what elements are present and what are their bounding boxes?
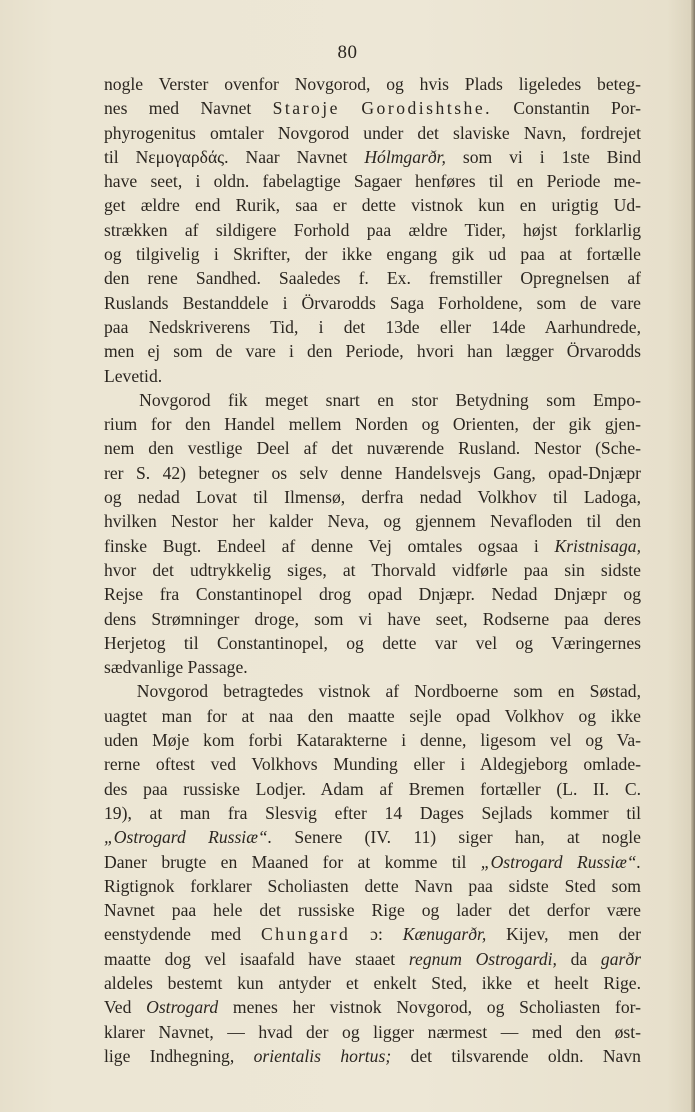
- text-line: get ældre end Rurik, saa er dette vistnok kun en urigtig Ud-: [104, 195, 641, 216]
- text-line: Daner brugte en Maaned for at komme til „Ostrogard Russiæ“.: [104, 851, 641, 872]
- text-line: nes med Navnet Staroje Gorodishtshe. Constantin Por-: [104, 98, 641, 119]
- text-line: til Νεμογαρδάς. Naar Navnet Hólmgarðr, som vi i 1ste Bind: [104, 146, 641, 167]
- text-line: Novgorod betragtedes vistnok af Nordboerne som en Søstad,: [136, 681, 641, 702]
- text-line: Ruslands Bestanddele i Örvarodds Saga Forholdene, som de vare: [104, 292, 641, 313]
- text-line: rium for den Handel mellem Norden og Orienten, der gik gjen-: [104, 414, 641, 435]
- text-line: des paa russiske Lodjer. Adam af Bremen fortæller (L. II. C.: [104, 778, 641, 799]
- text-line: uagtet man for at naa den maatte sejle opad Volkhov og ikke: [104, 705, 641, 726]
- text-line: eenstydende med Chungard ɔ: Kænugarðr, Kijev, men der: [104, 924, 641, 945]
- text-line: rerne oftest ved Volkhovs Munding eller i Aldegjeborg omlade-: [104, 754, 641, 775]
- text-line: Levetid.: [104, 365, 163, 386]
- text-line: paa Nedskriverens Tid, i det 13de eller 14de Aarhundrede,: [104, 316, 641, 337]
- text-line: men ej som de vare i den Periode, hvori han lægger Örvarodds: [104, 341, 641, 362]
- text-line: Herjetog til Constantinopel, og dette var vel og Væringernes: [104, 632, 641, 653]
- page-number: 80: [337, 42, 358, 63]
- text-line: strækken af sildigere Forhold paa ældre Tider, højst forklarlig: [104, 219, 641, 240]
- text-line: rer S. 42) betegner os selv denne Handelsvejs Gang, opad-Dnjæpr: [104, 462, 641, 483]
- text-line: maatte dog vel isaafald have staaet regnum Ostrogardi, da garðr: [104, 948, 641, 969]
- text-line: uden Møje kom forbi Katarakterne i denne, ligesom vel og Va-: [104, 730, 641, 751]
- text-line: Navnet paa hele det russiske Rige og lader det derfor være: [104, 900, 641, 921]
- text-line: den rene Sandhed. Saaledes f. Ex. fremstiller Opregnelsen af: [104, 268, 641, 289]
- text-line: Novgorod fik meget snart en stor Betydning som Empo-: [139, 389, 642, 410]
- text-line: nogle Verster ovenfor Novgorod, og hvis Plads ligeledes beteg-: [104, 74, 641, 94]
- page-edge-shadow: [691, 0, 695, 1112]
- text-line: 19), at man fra Slesvig efter 14 Dages Sejlads kommer til: [104, 802, 641, 823]
- text-line: Rejse fra Constantinopel drog opad Dnjæpr. Nedad Dnjæpr og: [104, 584, 641, 605]
- text-line: „Ostrogard Russiæ“. Senere (IV. 11) siger han, at nogle: [104, 827, 641, 848]
- text-line: Ved Ostrogard menes her vistnok Novgorod, og Scholiasten for-: [104, 997, 642, 1018]
- text-line: hvor det udtrykkelig siges, at Thorvald vidførle paa sin sidste: [104, 559, 641, 580]
- text-line: og nedad Lovat til Ilmensø, derfra nedad Volkhov til Ladoga,: [104, 487, 641, 508]
- spaced-word: Chungard: [260, 924, 351, 945]
- text-line: finske Bugt. Endeel af denne Vej omtales ogsaa i Kristnisaga,: [104, 535, 641, 556]
- text-line: klarer Navnet, — hvad der og ligger nærmest — med den øst-: [104, 1021, 641, 1042]
- text-line: aldeles bestemt kun antyder et enkelt Sted, ikke et heelt Rige.: [104, 972, 641, 993]
- spaced-word: Staroje: [272, 98, 340, 119]
- text-line: sædvanlige Passage.: [104, 657, 248, 678]
- text-line: Rigtignok forklarer Scholiasten dette Navn paa sidste Sted som: [104, 875, 641, 896]
- text-line: lige Indhegning, orientalis hortus; det tilsvarende oldn. Navn: [104, 1045, 641, 1066]
- text-line: phyrogenitus omtaler Novgorod under det slaviske Navn, fordrejet: [104, 122, 641, 143]
- text-line: og tilgivelig i Skrifter, der ikke engang gik ud paa at fortælle: [104, 244, 641, 265]
- text-line: hvilken Nestor her kalder Neva, og gjennem Nevafloden til den: [104, 511, 641, 532]
- body-text: [104, 72, 641, 1068]
- spaced-word: Gorodishtshe.: [361, 98, 493, 119]
- text-line: dens Strømninger droge, som vi have seet, Rodserne paa deres: [104, 608, 641, 629]
- text-line: have seet, i oldn. fabelagtige Sagaer henføres til en Periode me-: [104, 171, 641, 192]
- text-line: nem den vestlige Deel af det nuværende Rusland. Nestor (Sche-: [104, 438, 641, 459]
